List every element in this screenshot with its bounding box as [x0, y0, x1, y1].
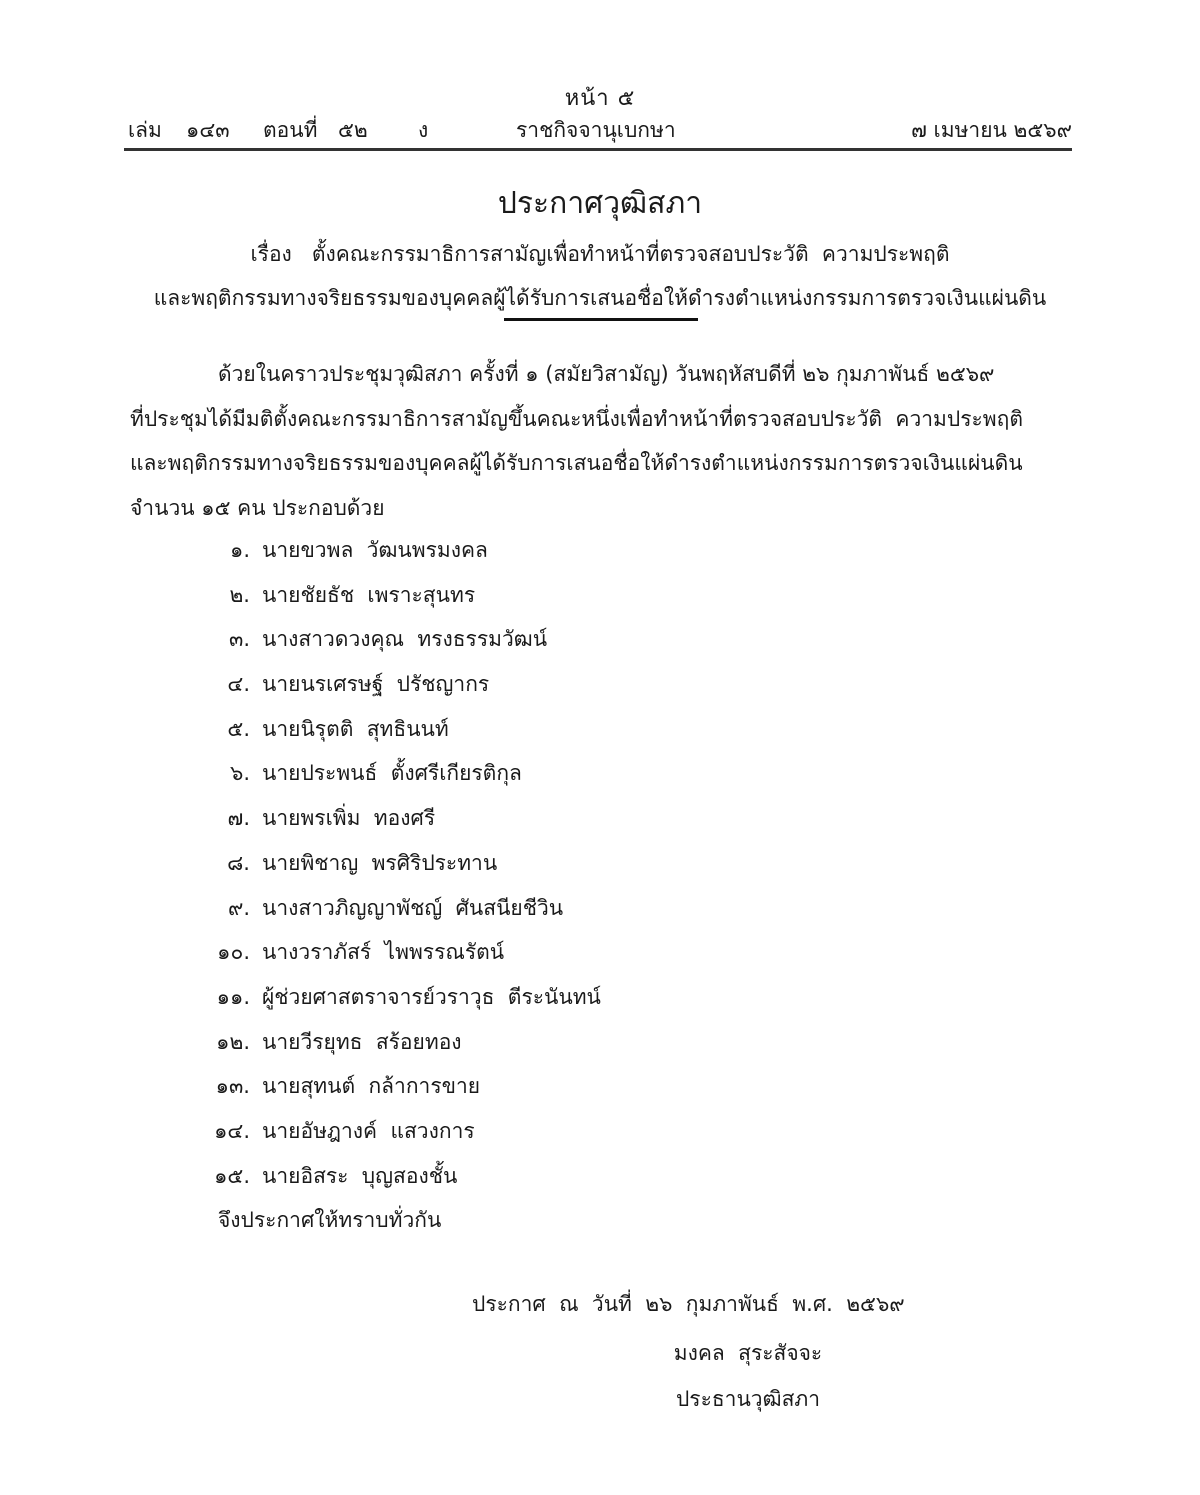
member-name: นางสาวภิญญาพัชญ์ ศันสนียชีวิน	[262, 895, 564, 920]
member-name: นายพรเพิ่ม ทองศรี	[262, 806, 436, 831]
page-number: หน้า ๕	[564, 86, 636, 111]
member-name: นายพิชาญ พรศิริประทาน	[262, 850, 498, 875]
member-name: นายนรเศรษฐ์ ปรัชญากร	[262, 672, 490, 697]
member-item	[190, 617, 890, 662]
body-line: และพฤติกรรมทางจริยธรรมของบุคคลผู้ได้รับการเสนอชื่อให้ดำรงตำแหน่งกรรมการตรวจเงินแผ่นดิน	[130, 451, 1023, 475]
document-subject	[0, 232, 1200, 320]
body-paragraph	[130, 352, 1062, 530]
member-item	[190, 1109, 890, 1154]
member-number: ๙.	[227, 895, 250, 920]
volume-number: ๑๔๓	[186, 118, 230, 142]
member-number: ๑๐.	[217, 940, 250, 965]
member-name: นายขวพล วัฒนพรมงคล	[262, 538, 488, 562]
member-name: นายชัยธัช เพราะสุนทร	[262, 582, 476, 607]
member-item	[190, 1154, 890, 1199]
member-list	[190, 528, 890, 1198]
member-number: ๑๕.	[214, 1163, 250, 1188]
member-number: ๑๔.	[214, 1118, 250, 1143]
member-item	[190, 886, 890, 931]
member-item	[190, 573, 890, 618]
signatory-position: ประธานวุฒิสภา	[675, 1387, 821, 1411]
member-item	[190, 1020, 890, 1065]
member-name: นายสุทนต์ กล้าการขาย	[262, 1074, 481, 1099]
member-number: ๓.	[228, 627, 250, 652]
member-name: นายวีรยุทธ สร้อยทอง	[262, 1029, 462, 1054]
body-line: ด้วยในคราวประชุมวุฒิสภา ครั้งที่ ๑ (สมัยวิสามัญ) วันพฤหัสบดีที่ ๒๖ กุมภาพันธ์ ๒๕๖๙	[218, 362, 995, 386]
body-line: ที่ประชุมได้มีมติตั้งคณะกรรมาธิการสามัญขึ้นคณะหนึ่งเพื่อทำหน้าที่ตรวจสอบประวัติ ความประพฤติ	[130, 406, 1023, 431]
member-number: ๑.	[229, 538, 250, 562]
subject-line-1: เรื่อง ตั้งคณะกรรมาธิการสามัญเพื่อทำหน้าที่ตรวจสอบประวัติ ความประพฤติ	[250, 242, 950, 266]
header-divider	[124, 148, 1072, 151]
member-number: ๒.	[229, 582, 250, 607]
member-number: ๕.	[227, 716, 250, 741]
member-item	[190, 930, 890, 975]
announcement-date: ประกาศ ณ วันที่ ๒๖ กุมภาพันธ์ พ.ศ. ๒๕๖๙	[472, 1292, 905, 1316]
member-item	[190, 796, 890, 841]
member-item	[190, 841, 890, 886]
member-name: นางวราภัสร์ ไพพรรณรัตน์	[262, 940, 505, 965]
section-code: ง	[418, 118, 429, 142]
member-number: ๑๒.	[216, 1029, 250, 1054]
closing-statement: จึงประกาศให้ทราบทั่วกัน	[218, 1208, 442, 1232]
member-number: ๗.	[227, 806, 250, 831]
volume-label: เล่ม	[128, 118, 162, 142]
member-item	[190, 975, 890, 1020]
issue-label: ตอนที่	[263, 118, 318, 142]
subject-divider	[504, 318, 698, 321]
member-number: ๖.	[229, 761, 250, 786]
member-item	[190, 1064, 890, 1109]
member-item	[190, 662, 890, 707]
publication-date: ๗ เมษายน ๒๕๖๙	[911, 118, 1072, 142]
subject-line-2: และพฤติกรรมทางจริยธรรมของบุคคลผู้ได้รับการเสนอชื่อให้ดำรงตำแหน่งกรรมการตรวจเงินแผ่นดิน	[153, 286, 1047, 310]
document-title: ประกาศวุฒิสภา	[497, 186, 703, 221]
body-line: จำนวน ๑๕ คน ประกอบด้วย	[130, 495, 385, 520]
member-number: ๑๓.	[215, 1074, 250, 1099]
member-number: ๑๑.	[216, 984, 250, 1009]
member-name: นายประพนธ์ ตั้งศรีเกียรติกุล	[262, 761, 522, 786]
signatory-name: มงคล สุระสัจจะ	[673, 1341, 823, 1365]
member-name: นายอัษฎางค์ แสวงการ	[262, 1118, 475, 1143]
member-name: ผู้ช่วยศาสตราจารย์วราวุธ ตีระนันทน์	[262, 984, 601, 1009]
member-name: นายอิสระ บุญสองชั้น	[262, 1163, 458, 1188]
member-name: นางสาวดวงคุณ ทรงธรรมวัฒน์	[262, 627, 548, 652]
member-item	[190, 751, 890, 796]
gazette-header	[128, 114, 1072, 146]
issue-number: ๕๒	[338, 118, 368, 142]
member-item	[190, 707, 890, 752]
member-number: ๔.	[227, 672, 250, 697]
member-number: ๘.	[227, 850, 250, 875]
member-name: นายนิรุตติ สุทธินนท์	[262, 716, 449, 741]
gazette-name: ราชกิจจานุเบกษา	[516, 118, 676, 142]
member-item	[190, 528, 890, 573]
